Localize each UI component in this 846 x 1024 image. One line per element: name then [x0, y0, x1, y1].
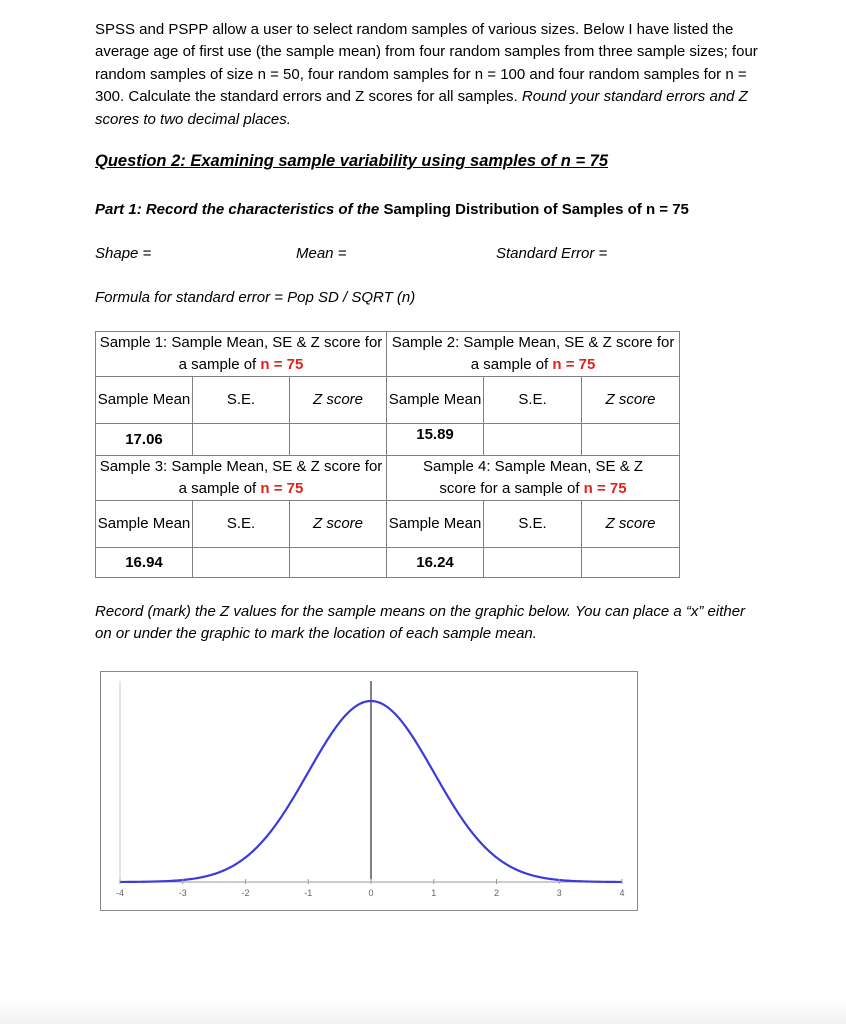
- chart-frame: [101, 672, 638, 911]
- sample-2-mean-value: 15.89: [387, 424, 484, 456]
- sample-4-header: Sample 4: Sample Mean, SE & Z score for a sample of n = 75: [387, 456, 680, 501]
- sample-2-se-label: S.E.: [484, 377, 582, 424]
- sample-3-se-label: S.E.: [193, 501, 290, 548]
- x-tick-label: 2: [493, 888, 500, 898]
- record-instructions: Record (mark) the Z values for the sample means on the graphic below. You can place a “x” either on or under the graphic to mark the location of each sample mean.: [95, 603, 746, 643]
- sample-3-mean-label: Sample Mean: [96, 501, 193, 548]
- intro-text: SPSS and PSPP allow a user to select random samples of various sizes. Below I have listed the average age of first use (the sample mean) from four random samples from three sample sizes; four random samples of size n = 50, four random samples for n = 100 and four random samples for n = 300. Calculate the standard errors and Z scores for all samples.: [95, 21, 758, 106]
- sample-3-header: Sample 3: Sample Mean, SE & Z score for a sample of n = 75: [96, 456, 387, 501]
- x-tick-label: 1: [431, 888, 437, 898]
- shape-label: Shape =: [95, 245, 152, 262]
- sample-2-z-label: Z score: [582, 377, 680, 424]
- sample-2-mean-label: Sample Mean: [387, 377, 484, 424]
- sample-4-mean-label: Sample Mean: [387, 501, 484, 548]
- x-tick-label: 3: [556, 888, 562, 898]
- sample-1-mean-label: Sample Mean: [96, 377, 193, 424]
- formula-text: Formula for standard error = Pop SD / SQRT (n): [95, 289, 416, 306]
- x-tick-label: 4: [619, 888, 625, 898]
- intro-paragraph: [95, 19, 765, 131]
- sample-1-mean-value: 17.06: [96, 424, 193, 456]
- samples-table: [95, 331, 680, 578]
- intro-rounding-note: Round your standard errors and Z scores to two decimal places.: [95, 88, 748, 128]
- x-tick-label: -2: [241, 888, 250, 898]
- sample-2-header: Sample 2: Sample Mean, SE & Z score for a sample of n = 75: [387, 332, 680, 377]
- sample-4-mean-value: 16.24: [387, 548, 484, 578]
- x-tick-label: -3: [178, 888, 187, 898]
- sample-3-z-cell[interactable]: [290, 548, 387, 578]
- x-tick-label: -4: [115, 888, 125, 898]
- x-tick-label: 0: [368, 888, 374, 898]
- sample-1-se-cell[interactable]: [193, 424, 290, 456]
- sample-1-z-label: Z score: [290, 377, 387, 424]
- sample-1-header: Sample 1: Sample Mean, SE & Z score for a sample of n = 75: [96, 332, 387, 377]
- sample-1-se-label: S.E.: [193, 377, 290, 424]
- sample-4-se-cell[interactable]: [484, 548, 582, 578]
- sample-2-se-cell[interactable]: [484, 424, 582, 456]
- sample-3-z-label: Z score: [290, 501, 387, 548]
- sample-2-z-cell[interactable]: [582, 424, 680, 456]
- sample-4-z-cell[interactable]: [582, 548, 680, 578]
- part1-bold: Sampling Distribution of Samples of n = 75: [383, 201, 689, 218]
- sample-1-z-cell[interactable]: [290, 424, 387, 456]
- part1-italic: Part 1: Record the characteristics of the: [95, 201, 380, 218]
- x-tick-label: -1: [304, 888, 313, 898]
- mean-label: Mean =: [296, 245, 347, 262]
- sample-4-se-label: S.E.: [484, 501, 582, 548]
- normal-curve-chart[interactable]: [100, 671, 638, 911]
- part1-heading: [95, 201, 689, 218]
- sample-3-se-cell[interactable]: [193, 548, 290, 578]
- sample-3-mean-value: 16.94: [96, 548, 193, 578]
- sample-4-z-label: Z score: [582, 501, 680, 548]
- page-bottom-edge: [0, 1000, 846, 1024]
- question-title: Question 2: Examining sample variability using samples of n = 75: [95, 152, 609, 170]
- standard-error-label: Standard Error =: [496, 245, 608, 262]
